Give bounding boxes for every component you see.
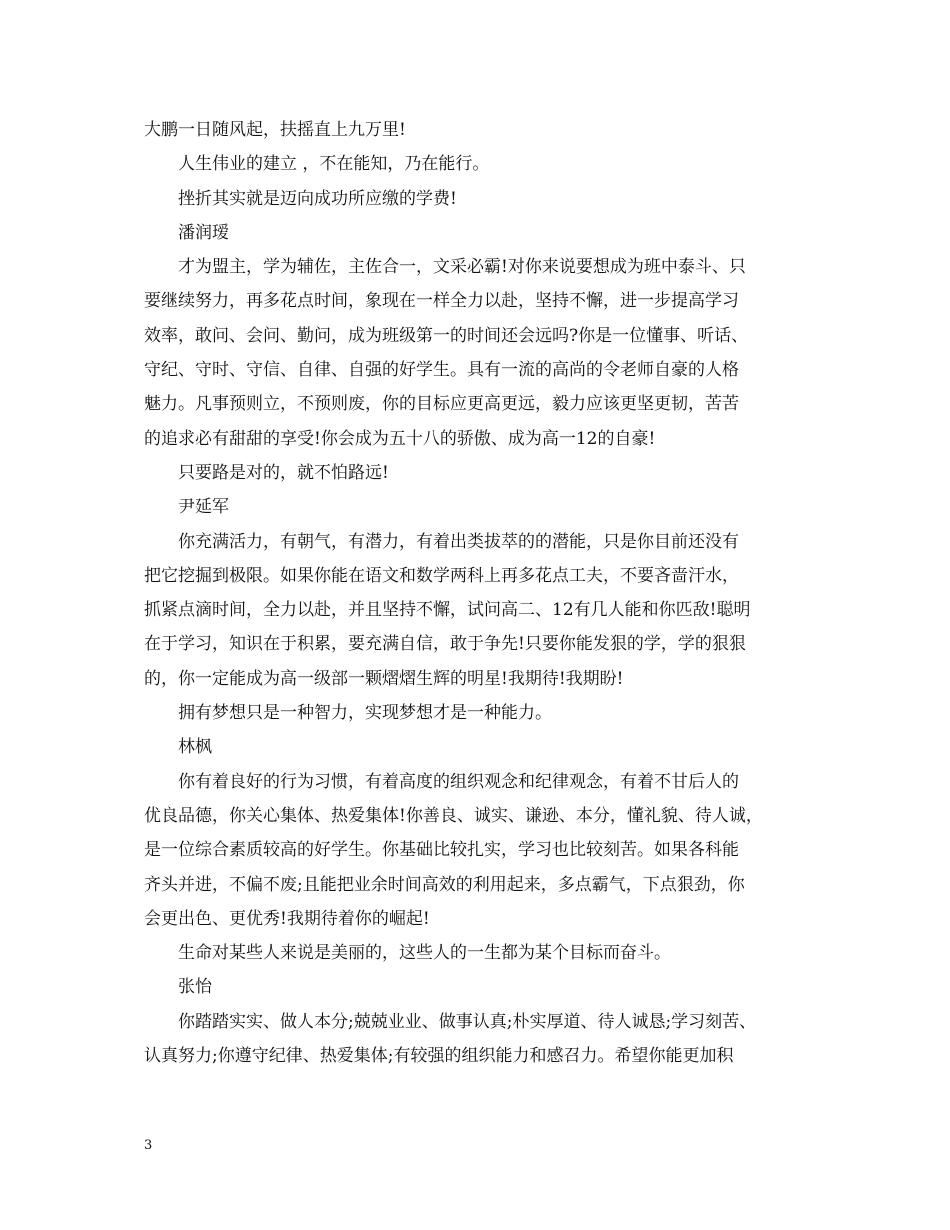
- text-line-10: 的追求必有甜甜的享受!你会成为五十八的骄傲、成为高一12的自豪!: [144, 428, 656, 449]
- text-line-20: 你有着良好的行为习惯，有着高度的组织观念和纪律观念，有着不甘后人的: [178, 771, 739, 792]
- text-line-3: 挫折其实就是迈向成功所应缴的学费!: [178, 188, 457, 209]
- text-line-22: 是一位综合素质较高的好学生。你基础比较扎实，学习也比较刻苦。如果各科能: [144, 840, 739, 861]
- text-line-2: 人生伟业的建立 ，不在能知，乃在能行。: [178, 154, 490, 175]
- text-line-16: 在于学习，知识在于积累，要充满自信，敢于争先!只要你能发狠的学，学的狠狠: [144, 634, 746, 655]
- text-line-14: 把它挖掘到极限。如果你能在语文和数学两科上再多花点工夫，不要吝啬汗水，: [144, 565, 739, 586]
- text-line-17: 的，你一定能成为高一级部一颗熠熠生辉的明星!我期待!我期盼!: [144, 668, 624, 689]
- text-line-7: 效率，敢问、会问、勤问，成为班级第一的时间还会远吗?你是一位懂事、听话、: [144, 325, 749, 346]
- text-line-28: 认真努力;你遵守纪律、热爱集体;有较强的组织能力和感召力。希望你能更加积: [144, 1046, 734, 1067]
- text-line-11: 只要路是对的，就不怕路远!: [178, 462, 389, 483]
- text-line-18: 拥有梦想只是一种智力，实现梦想才是一种能力。: [178, 703, 552, 724]
- student-name-yin-yanjun: 尹延军: [178, 497, 229, 518]
- student-name-pan-runai: 潘润瑷: [178, 222, 229, 243]
- text-line-25: 生命对某些人来说是美丽的，这些人的一生都为某个目标而奋斗。: [178, 943, 671, 964]
- text-line-21: 优良品德，你关心集体、热爱集体!你善良、诚实、谦逊、本分，懂礼貌、待人诚，: [144, 805, 763, 826]
- text-line-1: 大鹏一日随风起，扶摇直上九万里!: [144, 120, 406, 140]
- page-number: 3: [144, 1138, 153, 1153]
- text-line-13: 你充满活力，有朝气，有潜力，有着出类拔萃的的潜能，只是你目前还没有: [178, 531, 739, 552]
- text-line-6: 要继续努力，再多花点时间，象现在一样全力以赴，坚持不懈，进一步提高学习: [144, 291, 739, 312]
- student-name-lin-feng: 林枫: [178, 737, 212, 758]
- document-body: [144, 113, 814, 1073]
- text-line-27: 你踏踏实实、做人本分;兢兢业业、做事认真;朴实厚道、待人诚恳;学习刻苦、: [178, 1011, 757, 1032]
- student-name-zhang-yi: 张怡: [178, 977, 212, 998]
- text-line-5: 才为盟主，学为辅佐，主佐合一，文采必霸!对你来说要想成为班中泰斗、只: [178, 257, 746, 278]
- text-line-15: 抓紧点滴时间，全力以赴，并且坚持不懈，试问高二、12有几人能和你匹敌!聪明: [144, 600, 751, 621]
- text-line-23: 齐头并进，不偏不废;且能把业余时间高效的利用起来，多点霸气，下点狠劲，你: [144, 874, 745, 895]
- text-line-8: 守纪、守时、守信、自律、自强的好学生。具有一流的高尚的令老师自豪的人格: [144, 360, 739, 381]
- text-line-9: 魅力。凡事预则立，不预则废，你的目标应更高更远，毅力应该更坚更韧，苦苦: [144, 394, 739, 415]
- text-line-24: 会更出色、更优秀!我期待着你的崛起!: [144, 908, 430, 929]
